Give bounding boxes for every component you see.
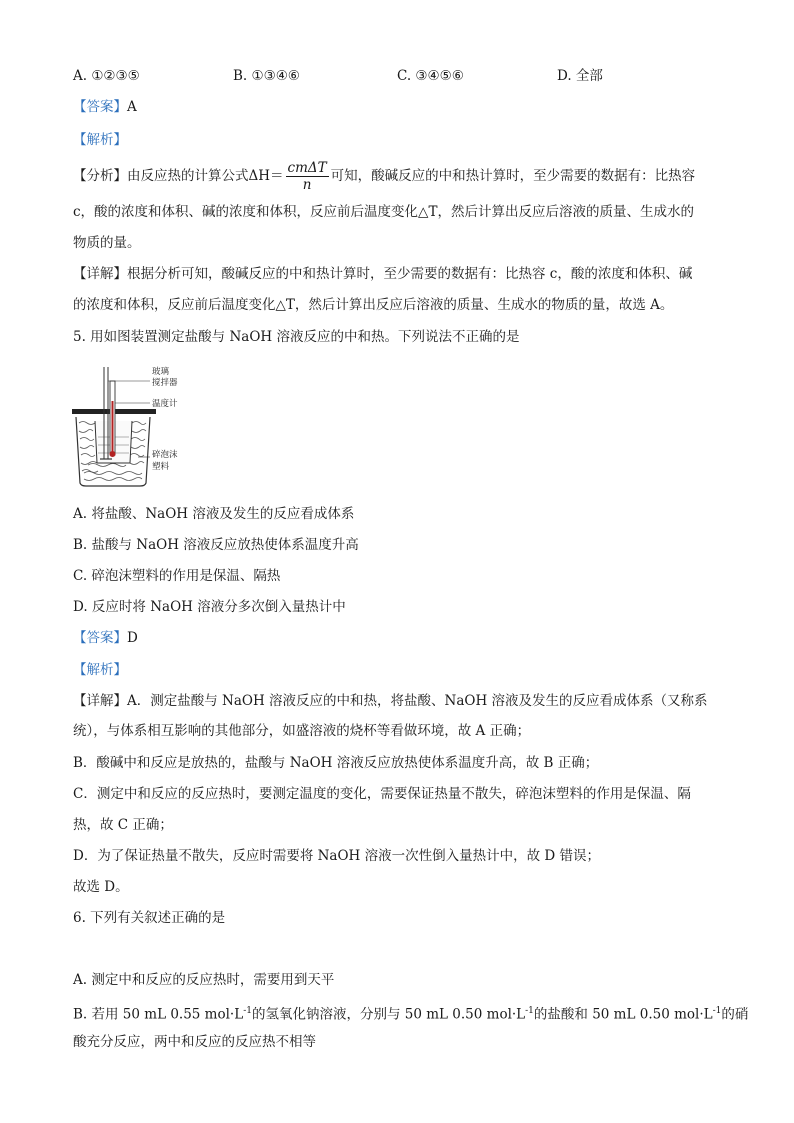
q5-option-a: A. 将盐酸、NaOH 溶液及发生的反应看成体系	[73, 506, 355, 522]
q5-answer	[73, 628, 138, 648]
q6-stem: 6. 下列有关叙述正确的是	[73, 910, 226, 926]
q4-analysis-tag: 【解析】	[73, 132, 127, 148]
q4-fenxi-line3: 物质的量。	[73, 235, 141, 251]
fenxi-tag: 【分析】	[73, 168, 127, 184]
formula-denominator: n	[302, 177, 312, 193]
label-foam-2: 塑料	[152, 462, 170, 472]
formula-fraction	[286, 160, 329, 193]
calorimeter-figure	[70, 365, 220, 490]
answer-value: D	[127, 630, 138, 646]
q5-option-b: B. 盐酸与 NaOH 溶液反应放热使体系温度升高	[73, 537, 359, 553]
q5-stem: 5. 用如图装置测定盐酸与 NaOH 溶液反应的中和热。下列说法不正确的是	[73, 329, 520, 345]
answer-value: A	[127, 99, 137, 115]
q5-option-d: D. 反应时将 NaOH 溶液分多次倒入量热计中	[73, 599, 346, 615]
q5-detail-line5: 热，故 C 正确；	[73, 817, 173, 833]
q4-option-d: D. 全部	[557, 68, 603, 84]
q5-option-c: C. 碎泡沫塑料的作用是保温、隔热	[73, 568, 281, 584]
label-thermometer: 温度计	[152, 399, 178, 409]
q4-option-c: C. ③④⑤⑥	[397, 68, 464, 84]
q5-detail-line3: B．酸碱中和反应是放热的，盐酸与 NaOH 溶液反应放热使体系温度升高，故 B 正确；	[73, 755, 599, 771]
q5-detail-line4: C．测定中和反应的反应热时，要测定温度的变化，需要保证热量不散失，碎泡沫塑料的作用是保温、隔	[73, 786, 691, 802]
q5-analysis-tag: 【解析】	[73, 662, 127, 678]
q4-fenxi-line2: c，酸的浓度和体积、碱的浓度和体积，反应前后温度变化△T，然后计算出反应后溶液的质量、生成水的	[73, 204, 694, 220]
q4-fenxi-line1: 【分析】由反应热的计算公式ΔH＝ $\frac{\text{cmΔT}}{n}$ 可知，酸碱反应的中和热计算时，至少需要的数据有：比热容	[73, 160, 696, 193]
q5-detail-line2: 统），与体系相互影响的其他部分，如盛溶液的烧杯等看做环境，故 A 正确；	[73, 723, 531, 739]
label-foam-1: 碎泡沫	[152, 450, 178, 460]
answer-tag: 【答案】	[73, 99, 127, 115]
formula-numerator: cmΔT	[287, 160, 327, 176]
q5-detail-line6: D．为了保证热量不散失，反应时需要将 NaOH 溶液一次性倒入量热计中，故 D 错误；	[73, 848, 601, 864]
label-stirrer-1: 玻璃	[152, 367, 170, 377]
q4-detail-line1: 【详解】根据分析可知，酸碱反应的中和热计算时，至少需要的数据有：比热容 c，酸的浓度和体积、碱	[73, 266, 693, 282]
q4-answer	[73, 97, 137, 117]
answer-tag: 【答案】	[73, 630, 127, 646]
q5-detail-line7: 故选 D。	[73, 879, 129, 895]
label-stirrer-2: 搅拌器	[152, 378, 178, 388]
q4-option-b: B. ①③④⑥	[233, 68, 300, 84]
q5-detail-line1: 【详解】A．测定盐酸与 NaOH 溶液反应的中和热，将盐酸、NaOH 溶液及发生的反应看成体系（又称系	[73, 693, 708, 709]
q6-option-b-line2: 酸充分反应，两中和反应的反应热不相等	[73, 1034, 316, 1050]
q6-option-a: A. 测定中和反应的反应热时，需要用到天平	[73, 972, 335, 988]
q4-option-a: A. ①②③⑤	[73, 68, 140, 84]
q4-detail-line2: 的浓度和体积，反应前后温度变化△T，然后计算出反应后溶液的质量、生成水的物质的量，故选 A。	[73, 297, 674, 313]
q6-option-b-line1: B. 若用 50 mL 0.55 $mol\cdot L^{-1}$的氢氧化钠溶液，分别与 50 mL 0.50 $mol\cdot L^{-1}$的盐酸和 50 mL 0.50 $mol\cdot L^{-1}$的硝	[73, 1006, 749, 1023]
